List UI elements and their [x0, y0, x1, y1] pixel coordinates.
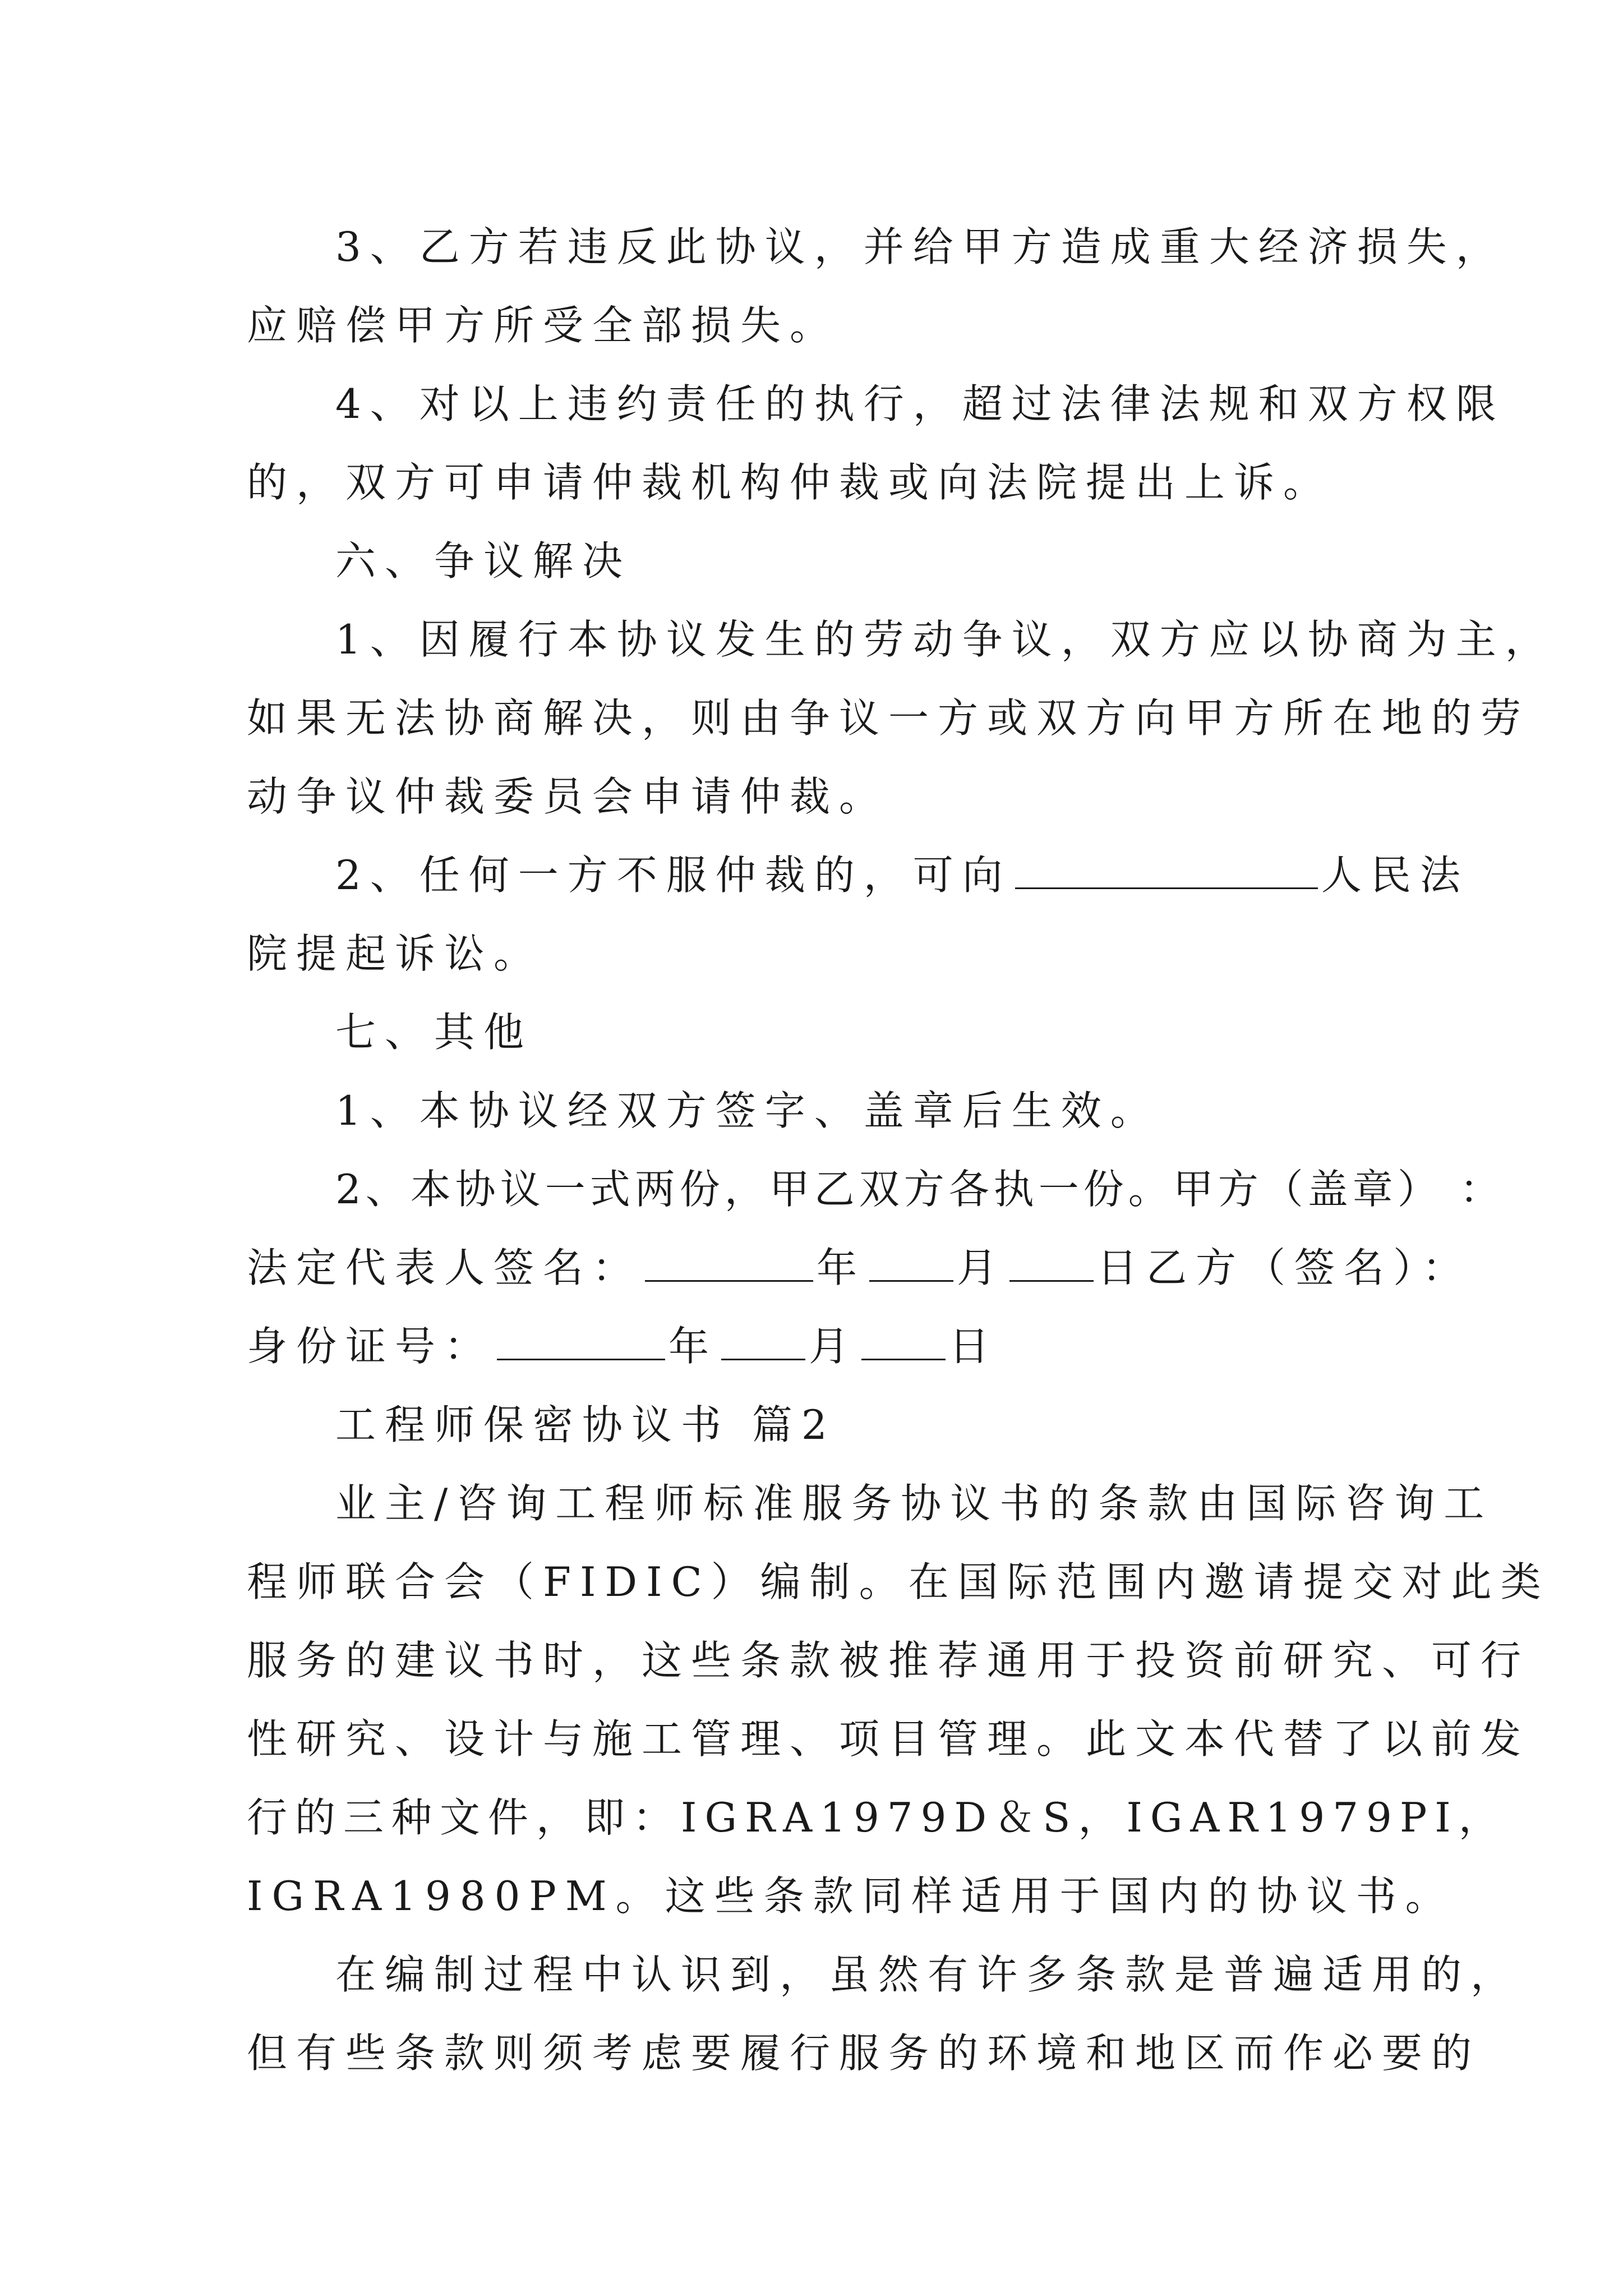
paragraph-line: 1、因履行本协议发生的劳动争议，双方应以协商为主，: [335, 616, 1555, 663]
line-text: 2、任何一方不服仲裁的，可向: [335, 852, 1012, 899]
month-label: 月: [957, 1244, 1007, 1291]
paragraph-line: 3、乙方若违反此协议，并给甲方造成重大经济损失，: [335, 223, 1505, 270]
year-label: 年: [668, 1323, 718, 1370]
line-text: 法定代表人签名：: [247, 1244, 642, 1291]
paragraph-line: 如果无法协商解决，则由争议一方或双方向甲方所在地的劳: [247, 694, 1530, 742]
paragraph-line: 在编制过程中认识到，虽然有许多条款是普遍适用的，: [335, 1951, 1520, 1998]
article-title: 工程师保密协议书 篇2: [335, 1401, 836, 1448]
paragraph-line: 院提起诉讼。: [247, 930, 543, 977]
day-blank: [1009, 1246, 1094, 1282]
month-blank: [721, 1325, 805, 1360]
paragraph-line: 1、本协议经双方签字、盖章后生效。: [335, 1087, 1160, 1134]
section-heading: 七、其他: [335, 1009, 533, 1056]
paragraph-line: 4、对以上违约责任的执行，超过法律法规和双方权限: [335, 380, 1505, 427]
paragraph-line: 业主/咨询工程师标准服务协议书的条款由国际咨询工: [335, 1480, 1493, 1527]
paragraph-line: 但有些条款则须考虑要履行服务的环境和地区而作必要的: [247, 2030, 1481, 2077]
paragraph-line: 程师联合会（FIDIC）编制。在国际范围内邀请提交对此类: [247, 1558, 1550, 1605]
paragraph-line: 应赔偿甲方所受全部损失。: [247, 302, 840, 349]
paragraph-line: 的，双方可申请仲裁机构仲裁或向法院提出上诉。: [247, 459, 1333, 506]
paragraph-line: 行的三种文件，即：IGRA1979D＆S，IGAR1979PI，: [247, 1794, 1507, 1841]
line-text: 日乙方（签名）：: [1097, 1244, 1472, 1291]
paragraph-line: 服务的建议书时，这些条款被推荐通用于投资前研究、可行: [247, 1637, 1530, 1684]
month-blank: [869, 1246, 953, 1282]
line-text: 身份证号：: [247, 1323, 494, 1370]
paragraph-line: IGRA1980PM。这些条款同样适用于国内的协议书。: [247, 1872, 1455, 1920]
section-heading: 六、争议解决: [335, 537, 632, 585]
day-label: 日: [949, 1323, 999, 1370]
id-blank: [497, 1325, 665, 1360]
paragraph-line: [335, 830, 1469, 920]
paragraph-line: 2、本协议一式两份，甲乙双方各执一份。甲方（盖章） ：: [335, 1166, 1505, 1213]
signature-line: [247, 1301, 998, 1391]
court-blank: [1015, 854, 1318, 889]
name-blank: [645, 1246, 813, 1282]
paragraph-line: 动争议仲裁委员会申请仲裁。: [247, 773, 889, 820]
line-text: 人民法: [1321, 852, 1469, 899]
month-label: 月: [809, 1323, 859, 1370]
paragraph-line: 性研究、设计与施工管理、项目管理。此文本代替了以前发: [247, 1715, 1530, 1763]
day-blank: [861, 1325, 946, 1360]
year-label: 年: [817, 1244, 866, 1291]
signature-line: [247, 1223, 1472, 1313]
